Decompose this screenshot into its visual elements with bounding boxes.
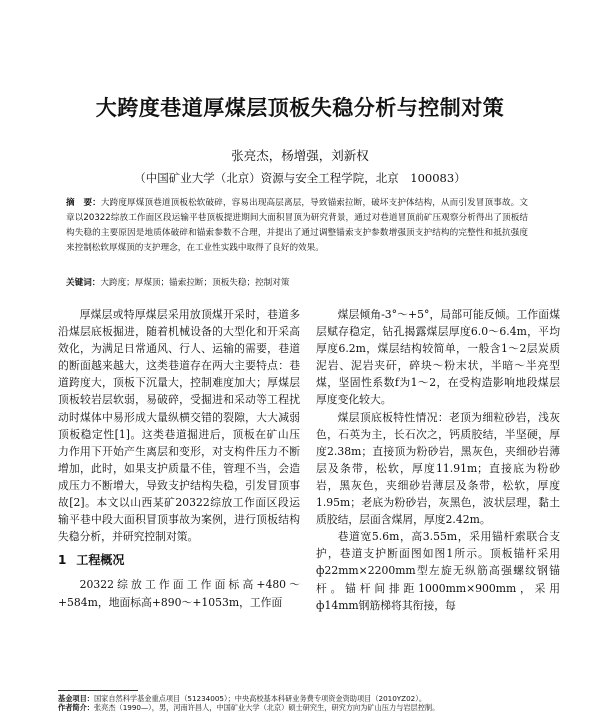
- footnotes: [58, 694, 568, 712]
- author-note: [58, 703, 568, 712]
- fund-note: [58, 694, 568, 703]
- abstract-text: 大跨度厚煤顶巷道顶板松软破碎，容易出现高层离层，导致锚索拉断，破坏支护体结构，从而引发冒顶事故。文章以20322综放工作面区段运输平巷顶板提进期间大面积冒顶为研究背景，通过对巷道冒顶前矿压观察分析得出了顶板结构失稳的主要原因是地质体破碎和锚索参数不合理，并提出了通过调整锚索支护参数增强顶支护结构的完整性和抵抗强度来控制松软厚煤顶的支护理念，在工业性实践中取得了良好的效果。: [66, 198, 528, 253]
- footnote-divider: [58, 690, 138, 691]
- author-label: 作者简介：: [58, 703, 94, 712]
- roadway-paragraph: 巷道宽5.6m，高3.55m，采用锚杆索联合支护，巷道支护断面图如图1所示。顶板锚杆采用ф22mm×2200mm型左旋无纵筋高强螺纹钢锚杆。锚杆间排距1000mm×900mm，采用ф14mm钢筋梯将其衔接，每: [316, 530, 560, 612]
- affiliation: （中国矿业大学（北京）资源与安全工程学院，北京 100083）: [134, 171, 466, 185]
- fund-text: 国家自然科学基金重点项目（51234005）；中央高校基本科研业务费专项资金资助项目（2010YZ02）。: [93, 694, 427, 703]
- paper-title: 大跨度巷道厚煤层顶板失稳分析与控制对策: [95, 96, 505, 120]
- section-number: 1: [58, 553, 67, 568]
- section-heading: [58, 552, 300, 569]
- overview-paragraph: 20322综放工作面工作面标高+480～+584m，地面标高+890～+1053m，工作面: [58, 578, 300, 609]
- keywords-label: 关键词：: [66, 278, 101, 288]
- authors: 张亮杰，杨增强，刘新权: [231, 148, 369, 163]
- abstract: [66, 196, 528, 256]
- keywords-text: 大跨度；厚煤顶；锚索拉断；顶板失稳；控制对策: [100, 278, 290, 288]
- fund-label: 基金项目：: [58, 694, 94, 703]
- section-title: 工程概况: [76, 553, 125, 568]
- right-column: [316, 306, 560, 614]
- left-column: [58, 306, 300, 611]
- author-text: 张亮杰（1990—），男，河南许昌人，中国矿业大学（北京）硕士研究生，研究方向为矿山压力与岩层控制。: [93, 703, 440, 712]
- keywords: [66, 276, 536, 291]
- roof-floor-paragraph: 煤层顶底板特性情况：老顶为细粒砂岩，浅灰色，石英为主，长石次之，钙质胶结，半坚硬，厚度2.38m；直接顶为粉砂岩，黑灰色，夹细砂岩薄层及条带，松软，厚度11.91m；直接底为粉砂岩，黑灰色，夹细砂岩薄层及条带，松软，厚度1.95m；老底为粉砂岩，灰黑色，波状层理，黏土质胶结，层面含煤屑，厚度2.42m。: [316, 410, 560, 527]
- abstract-label: 摘 要：: [66, 198, 101, 208]
- intro-paragraph: 厚煤层或特厚煤层采用放顶煤开采时，巷道多沿煤层底板掘进，随着机械设备的大型化和开采高效化，为满足日常通风、行人、运输的需要，巷道的断面越来越大，这类巷道存在两大主要特点：巷道跨度大，顶板下沉量大，控制难度加大；厚煤层顶板较岩层软弱，易破碎，受掘进和采动等工程扰动时煤体中易形成大量纵横交错的裂隙，大大减弱顶板稳定性[1]。这类巷道掘进后，顶板在矿山压力作用下开始产生离层和变形，对支构件压力不断增加，此时，如果支护质量不佳，管理不当，会造成压力不断增大，导致支护结构失稳，引发冒顶事故[2]。本文以山西某矿20322综放工作面区段运输平巷中段大面积冒顶事故为案例，进行顶板结构失稳分析，并研究控制对策。: [58, 308, 300, 544]
- seam-paragraph: 煤层倾角-3°～+5°，局部可能反倾。工作面煤层赋存稳定，钻孔揭露煤层厚度6.0～6.4m，平均厚度6.2m，煤层结构较简单，一般含1～2层炭质泥岩、泥岩夹矸，碎块～粉末状，半暗～半亮型煤，坚固性系数f为1～2，在受构造影响地段煤层厚度变化较大。: [316, 308, 560, 407]
